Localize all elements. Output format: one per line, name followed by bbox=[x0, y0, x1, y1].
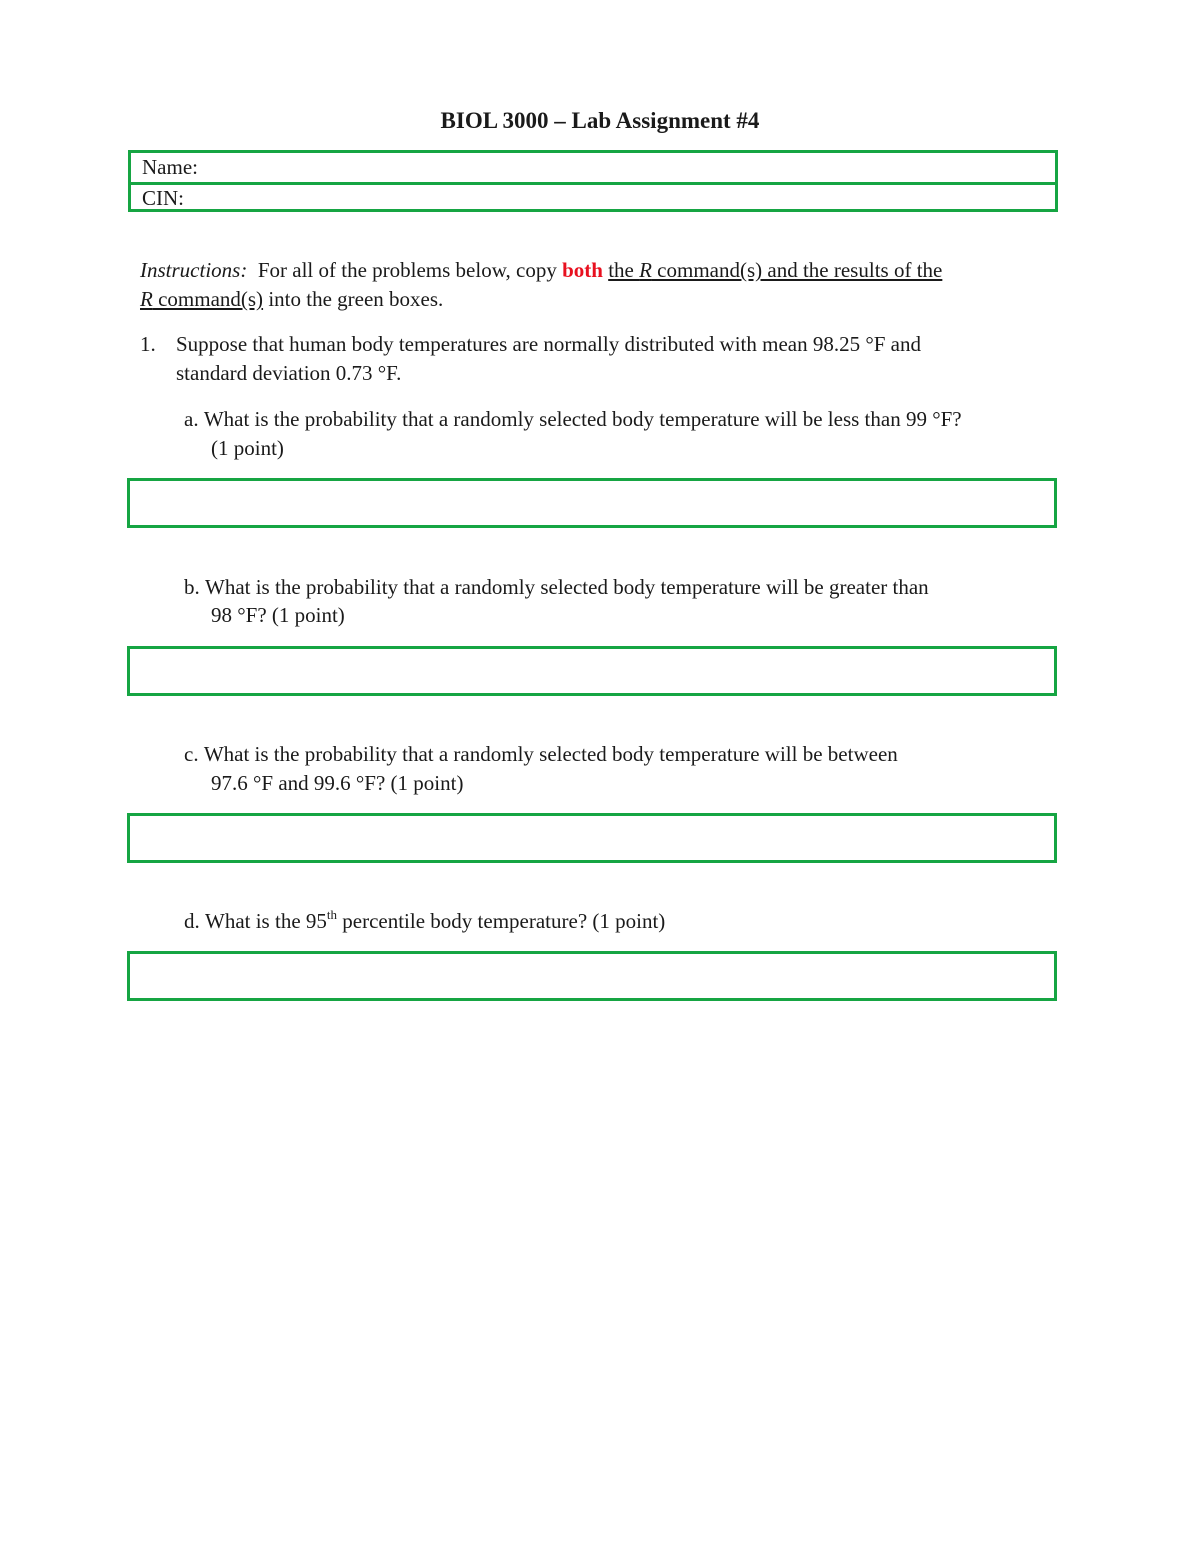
instructions-underlined-2: command(s) and the results of the bbox=[651, 258, 943, 282]
instructions-line-2 bbox=[140, 285, 443, 314]
identity-box bbox=[128, 150, 1058, 212]
part-b-letter: b. bbox=[184, 575, 200, 599]
part-c-line-1: What is the probability that a randomly selected body temperature will be between bbox=[203, 742, 898, 766]
part-c-question bbox=[184, 740, 898, 769]
part-b-line-2: 98 °F? (1 point) bbox=[211, 603, 345, 627]
cin-label: CIN: bbox=[142, 186, 184, 210]
part-d-text-after: percentile body temperature? (1 point) bbox=[337, 909, 666, 933]
instructions-line-1 bbox=[140, 256, 942, 285]
instructions-emphasis: both bbox=[562, 258, 603, 282]
problem-1-number: 1. bbox=[140, 332, 156, 356]
answer-box-a[interactable] bbox=[127, 478, 1057, 528]
instructions-text-before: For all of the problems below, copy bbox=[257, 258, 557, 282]
instructions-r-1: R bbox=[639, 258, 652, 282]
instructions-r-2: R bbox=[140, 287, 153, 311]
cin-row bbox=[131, 182, 1055, 209]
name-row bbox=[131, 153, 1055, 181]
name-label: Name: bbox=[142, 155, 198, 179]
part-b-line-1: What is the probability that a randomly selected body temperature will be greater than bbox=[205, 575, 929, 599]
problem-1-line-1: Suppose that human body temperatures are normally distributed with mean 98.25 °F and bbox=[176, 332, 921, 356]
answer-box-c[interactable] bbox=[127, 813, 1057, 863]
part-a-letter: a. bbox=[184, 407, 199, 431]
part-d-letter: d. bbox=[184, 909, 200, 933]
part-a-question bbox=[184, 405, 962, 434]
page-title: BIOL 3000 – Lab Assignment #4 bbox=[440, 108, 760, 133]
part-d-question bbox=[184, 907, 665, 936]
part-d-text-before: What is the 95 bbox=[205, 909, 327, 933]
part-d-superscript: th bbox=[326, 907, 338, 922]
part-a-line-2: (1 point) bbox=[211, 436, 284, 460]
instructions-underlined-1: the bbox=[608, 258, 640, 282]
part-c-line-2: 97.6 °F and 99.6 °F? (1 point) bbox=[211, 771, 464, 795]
part-c-letter: c. bbox=[184, 742, 199, 766]
instructions-underlined-3: command(s) bbox=[152, 287, 264, 311]
problem-1-line-2: standard deviation 0.73 °F. bbox=[176, 361, 402, 385]
instructions-label: Instructions: bbox=[140, 258, 248, 282]
answer-box-b[interactable] bbox=[127, 646, 1057, 696]
part-a-line-1: What is the probability that a randomly selected body temperature will be less than 99 °F? bbox=[203, 407, 962, 431]
part-b-question bbox=[184, 573, 929, 602]
answer-box-d[interactable] bbox=[127, 951, 1057, 1001]
instructions-text-after: into the green boxes. bbox=[263, 287, 444, 311]
